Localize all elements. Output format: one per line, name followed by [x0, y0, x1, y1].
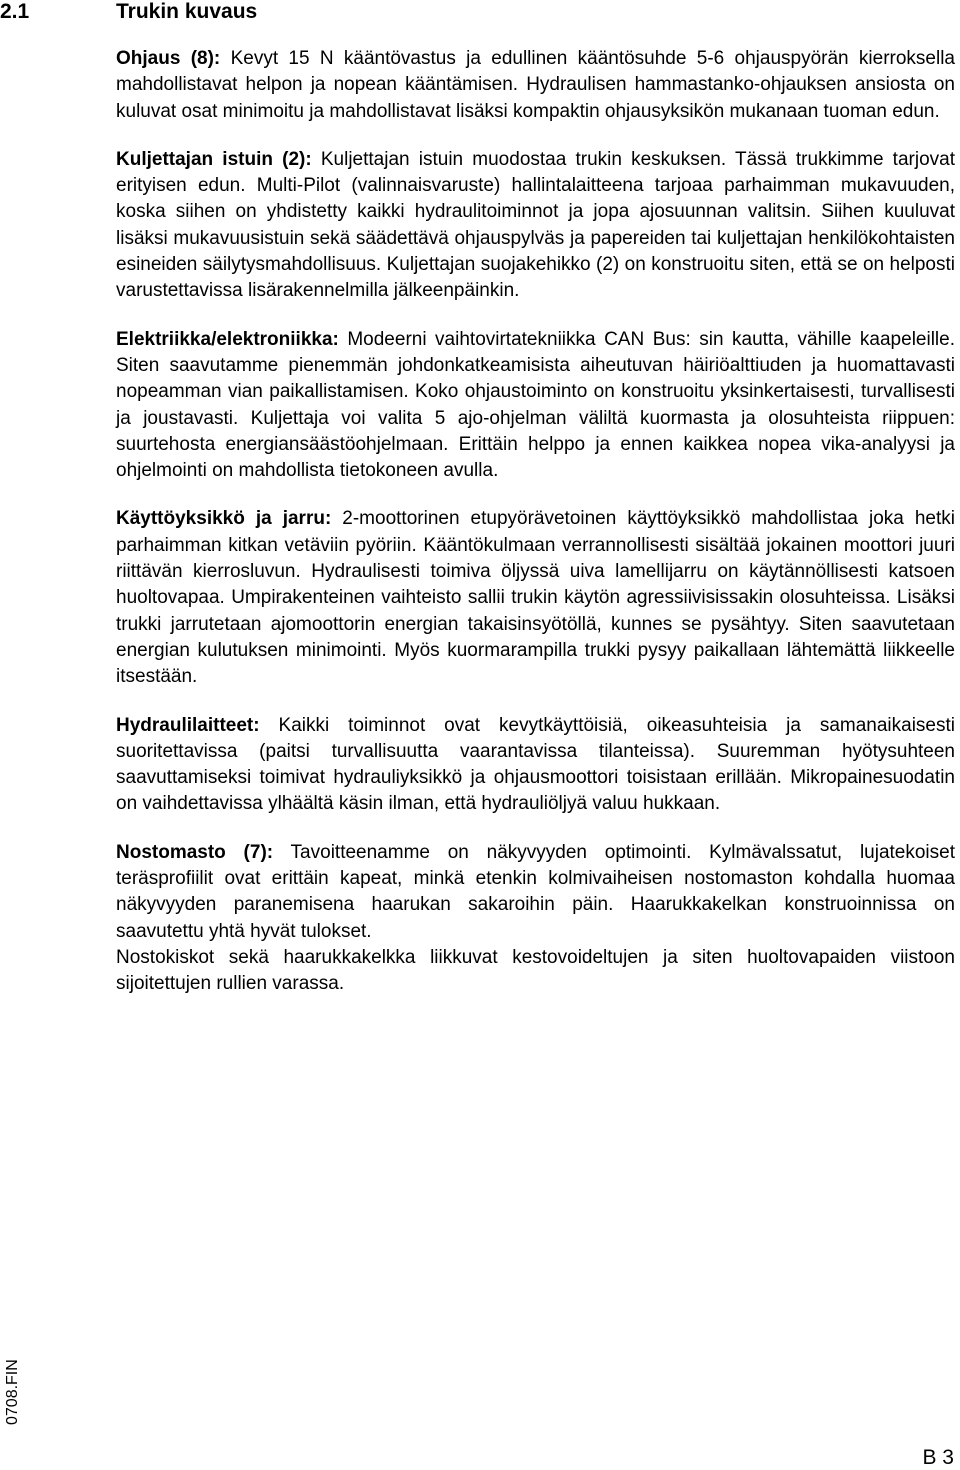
paragraph-nostokiskot: [116, 945, 955, 998]
paragraph-lead: Kuljettajan istuin (2):: [116, 148, 312, 170]
paragraph-lead: Hydraulilaitteet:: [116, 714, 260, 736]
section-number: 2.1: [0, 0, 30, 23]
section-title: Trukin kuvaus: [116, 0, 258, 23]
paragraph-nostomasto: [116, 840, 955, 945]
paragraph-elektriikka: [116, 327, 955, 485]
paragraph-text: Tavoitteenamme on näkyvyyden optimointi. Kylmävalssatut, lujatekoiset teräsprofiilit ovat erittäin kapeat, minkä etenkin kolmivaiheisen nostomaston kohdalla huomaa näkyvyyden paranemisena haarukan sakaroihin päin. Haarukkakelkan konstruoinnissa on saavutettu yhtä hyvät tulokset.: [116, 841, 955, 942]
paragraph-ohjaus: [116, 46, 955, 125]
paragraph-text: 2-moottorinen etupyörävetoinen käyttöyksikkö mahdollistaa joka hetki parhaimman kitkan vetäviin pyöriin. Kääntökulmaan verrannollisesti sisältää jokainen moottori juuri riittävän kierrosluvun. Hydraulisesti toimiva öljyssä uiva lamellijarru on käytännöllisesti katsoen huoltovapaa. Umpirakenteinen vaihteisto sallii trukin käytön agressiivisissakin olosuhteissa. Lisäksi trukki jarrutetaan ajomoottorin energian takaisinsyötöllä, kunnes se pysähtyy. Siten saavutetaan energian kulutuksen minimointi. Myös kuormarampilla trukki pysyy paikallaan lähtemättä liikkeelle itsestään.: [116, 508, 955, 688]
paragraph-hydraulilaitteet: [116, 713, 955, 818]
paragraph-lead: Käyttöyksikkö ja jarru:: [116, 508, 332, 530]
paragraph-kuljettajan-istuin: [116, 147, 955, 305]
document-body: [116, 46, 955, 1020]
paragraph-text: Kevyt 15 N kääntövastus ja edullinen kääntösuhde 5-6 ohjauspyörän kierroksella mahdollistavat helpon ja nopean kääntämisen. Hydraulisen hammastanko-ohjauksen ansiosta on kuluvat osat minimoitu ja mahdollistavat lisäksi kompaktin ohjausyksikön mukanaan tuoman edun.: [116, 48, 955, 122]
paragraph-text: Kuljettajan istuin muodostaa trukin keskuksen. Tässä trukkimme tarjovat erityisen edun. Multi-Pilot (valinnaisvaruste) hallintalaitteena tarjoaa parhaimman mukavuuden, koska siihen on yhdistetty kaikki hydraulitoiminnot ja jopa ajosuunnan valitsin. Siihen kuuluvat lisäksi mukavuusistuin sekä säädettävä ohjauspylväs ja papereiden tai kuljettajan henkilökohtaisten esineiden säilytysmahdollisuus. Kuljettajan suojakehikko (2) on konstruoitu siten, että se on helposti varustettavissa lisärakennelmilla jälkeenpäinkin.: [116, 148, 955, 302]
paragraph-lead: Ohjaus (8):: [116, 48, 221, 69]
paragraph-kayttoyksikko: [116, 506, 955, 690]
paragraph-text: Nostokiskot sekä haarukkakelkka liikkuvat kestovoideltujen ja siten huoltovapaiden viistoon sijoitettujen rullien varassa.: [116, 946, 955, 995]
paragraph-text: Modeerni vaihtovirtatekniikka CAN Bus: sin kautta, vähille kaapeleille. Siten saavutamme pienemmän johdonkatkeamisista aiheutuvan häiriöalttiuden ja huomattavasti nopeamman vian paikallistamisen. Koko ohjaustoiminto on konstruoitu yksinkertaisesti, turvallisesti ja joustavasti. Kuljettaja voi valita 5 ajo-ohjelman väliltä kuormasta ja olosuhteista riippuen: suurtehosta energiansäästöohjelmaan. Erittäin helppo ja ennen kaikkea nopea vika-analyysi ja ohjelmointi on mahdollista tietokoneen avulla.: [116, 328, 955, 482]
section-heading: [0, 0, 257, 24]
paragraph-lead: Elektriikka/elektroniikka:: [116, 328, 339, 350]
paragraph-lead: Nostomasto (7):: [116, 841, 274, 863]
paragraph-text: Kaikki toiminnot ovat kevytkäyttöisiä, oikeasuhteisia ja samanaikaisesti suoritettavissa (paitsi turvallisuutta vaarantavissa tilanteissa). Suuremman hyötysuhteen saavuttamiseksi toimivat hydrauliyksikkö ja ohjausmoottori toisistaan erillään. Mikropainesuodatin on vaihdettavissa ylhäältä käsin ilman, että hydrauliöljyä valuu hukkaan.: [116, 714, 955, 815]
document-code: 0708.FIN: [4, 1359, 21, 1425]
page-number: B 3: [922, 1446, 954, 1469]
